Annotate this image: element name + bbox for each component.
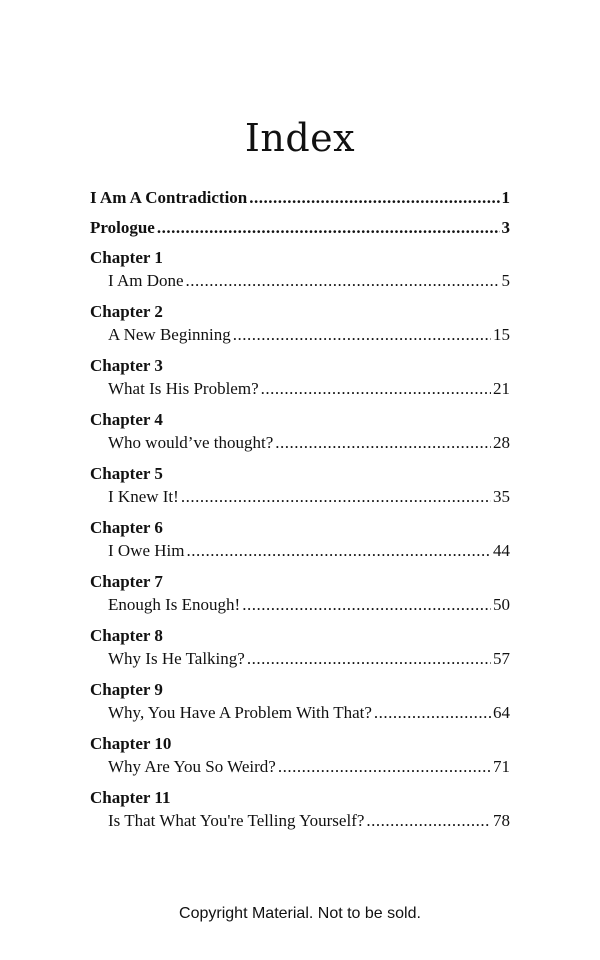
toc-entry[interactable] <box>90 269 510 292</box>
chapter-heading: Chapter 10 <box>90 734 172 753</box>
toc-entry-page: 3 <box>501 218 510 237</box>
dot-leader <box>242 593 491 616</box>
chapter-page: 15 <box>493 325 510 344</box>
chapter-7 <box>90 570 510 616</box>
dot-leader <box>278 755 491 778</box>
chapter-6 <box>90 516 510 562</box>
chapter-1 <box>90 246 510 292</box>
chapter-title: A New Beginning <box>108 325 231 344</box>
chapter-heading: Chapter 3 <box>90 356 163 375</box>
dot-leader <box>366 809 491 832</box>
chapter-title: What Is His Problem? <box>108 379 259 398</box>
chapter-10 <box>90 732 510 778</box>
chapter-page: 5 <box>501 271 510 290</box>
toc-entry[interactable] <box>90 755 510 778</box>
chapter-page: 64 <box>493 703 510 722</box>
chapter-8 <box>90 624 510 670</box>
toc-entry[interactable] <box>90 539 510 562</box>
dot-leader <box>186 539 491 562</box>
chapter-11 <box>90 786 510 832</box>
chapter-title: Why Is He Talking? <box>108 649 245 668</box>
dot-leader <box>247 647 491 670</box>
chapter-title: Why, You Have A Problem With That? <box>108 703 372 722</box>
chapter-heading: Chapter 6 <box>90 518 163 537</box>
chapter-title: Who would’ve thought? <box>108 433 274 452</box>
toc-entry[interactable] <box>90 431 510 454</box>
chapter-heading: Chapter 7 <box>90 572 163 591</box>
chapter-page: 71 <box>493 757 510 776</box>
chapter-page: 35 <box>493 487 510 506</box>
toc-entry[interactable] <box>90 809 510 832</box>
chapter-heading: Chapter 9 <box>90 680 163 699</box>
chapter-heading: Chapter 4 <box>90 410 163 429</box>
dot-leader <box>186 269 500 292</box>
dot-leader <box>249 186 499 209</box>
toc-entry[interactable] <box>90 647 510 670</box>
chapter-heading: Chapter 11 <box>90 788 171 807</box>
chapter-page: 57 <box>493 649 510 668</box>
chapter-4 <box>90 408 510 454</box>
chapter-page: 78 <box>493 811 510 830</box>
chapter-page: 50 <box>493 595 510 614</box>
toc-entry[interactable] <box>90 485 510 508</box>
dot-leader <box>157 216 500 239</box>
chapter-page: 21 <box>493 379 510 398</box>
chapter-title: Why Are You So Weird? <box>108 757 276 776</box>
chapter-heading: Chapter 8 <box>90 626 163 645</box>
dot-leader <box>181 485 491 508</box>
toc-entry[interactable] <box>90 593 510 616</box>
toc-entry[interactable] <box>90 323 510 346</box>
toc-entry[interactable] <box>90 377 510 400</box>
chapter-5 <box>90 462 510 508</box>
page-title: Index <box>244 116 356 161</box>
toc-entry[interactable] <box>90 701 510 724</box>
toc-entry-page: 1 <box>501 188 510 207</box>
toc-entry-prologue[interactable] <box>90 216 510 239</box>
chapter-3 <box>90 354 510 400</box>
chapter-9 <box>90 678 510 724</box>
chapter-title: Enough Is Enough! <box>108 595 241 614</box>
toc-entry-label: Prologue <box>90 218 155 237</box>
toc-entry-label: I Am A Contradiction <box>90 188 248 207</box>
dot-leader <box>374 701 491 724</box>
chapter-heading: Chapter 5 <box>90 464 163 483</box>
chapter-2 <box>90 300 510 346</box>
chapter-page: 44 <box>493 541 510 560</box>
dot-leader <box>275 431 491 454</box>
chapter-title: Is That What You're Telling Yourself? <box>108 811 365 830</box>
chapter-title: I Owe Him <box>108 541 185 560</box>
chapter-heading: Chapter 2 <box>90 302 163 321</box>
dot-leader <box>261 377 491 400</box>
chapter-title: I Knew It! <box>108 487 179 506</box>
chapter-title: I Am Done <box>108 271 184 290</box>
table-of-contents <box>90 186 510 840</box>
chapter-page: 28 <box>493 433 510 452</box>
toc-entry-contradiction[interactable] <box>90 186 510 209</box>
chapter-heading: Chapter 1 <box>90 248 163 267</box>
dot-leader <box>233 323 491 346</box>
copyright-notice: Copyright Material. Not to be sold. <box>179 905 421 922</box>
